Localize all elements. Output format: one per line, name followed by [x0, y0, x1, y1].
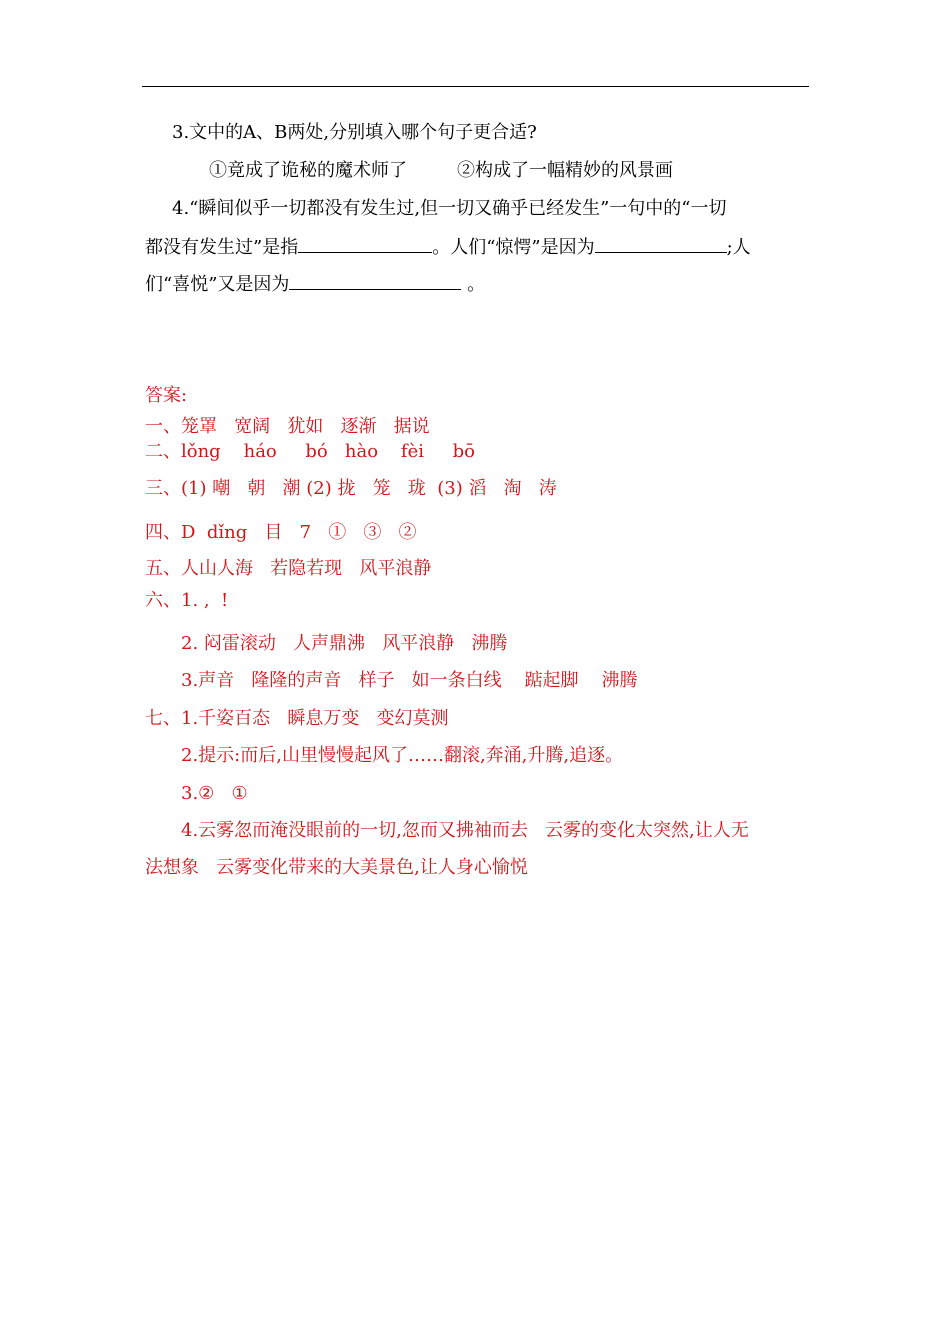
answer-line-9: 七、1.千姿百态 瞬息万变 变幻莫测 — [145, 708, 449, 729]
answer-line-4: 四、D dǐng 目 7 ① ③ ② — [145, 522, 417, 543]
question-4-text-c: ;人 — [726, 237, 751, 258]
answers-title: 答案: — [145, 385, 188, 406]
question-4-text-b: 。人们“惊愕”是因为 — [432, 237, 595, 258]
answer-line-12: 4.云雾忽而淹没眼前的一切,忽而又拂袖而去 云雾的变化太突然,让人无 — [181, 820, 749, 841]
answer-line-8: 3.声音 隆隆的声音 样子 如一条白线 踮起脚 沸腾 — [181, 670, 638, 691]
question-4-text-a: 都没有发生过”是指 — [145, 237, 299, 258]
question-4-text-e: 。 — [461, 274, 486, 295]
question-4-line-3 — [145, 273, 485, 296]
question-3: 3.文中的A、B两处,分别填入哪个句子更合适? — [172, 122, 537, 143]
answer-line-2: 二、lǒng háo bó hào fèi bō — [145, 441, 475, 462]
question-4-line-1: 4.“瞬间似乎一切都没有发生过,但一切又确乎已经发生”一句中的“一切 — [172, 198, 727, 219]
answer-blank-2[interactable] — [595, 236, 727, 253]
answer-line-3: 三、(1) 嘲 朝 潮 (2) 拢 笼 珑 (3) 滔 淘 涛 — [145, 478, 557, 499]
header-rule — [142, 86, 809, 87]
answer-line-7: 2. 闷雷滚动 人声鼎沸 风平浪静 沸腾 — [181, 633, 508, 654]
answer-line-11: 3.② ① — [181, 783, 248, 804]
answer-blank-3[interactable] — [289, 273, 461, 290]
question-3-option-2: ②构成了一幅精妙的风景画 — [457, 160, 673, 181]
answer-line-13: 法想象 云雾变化带来的大美景色,让人身心愉悦 — [145, 857, 528, 878]
question-4-text-d: 们“喜悦”又是因为 — [145, 274, 290, 295]
question-4-line-2 — [145, 236, 751, 259]
question-3-option-1: ①竟成了诡秘的魔术师了 — [209, 160, 407, 181]
answer-line-1: 一、笼罩 宽阔 犹如 逐渐 据说 — [145, 416, 430, 437]
answer-line-10: 2.提示:而后,山里慢慢起风了……翻滚,奔涌,升腾,追逐。 — [181, 745, 624, 766]
answer-line-5: 五、人山人海 若隐若现 风平浪静 — [145, 558, 432, 579]
answer-blank-1[interactable] — [298, 236, 432, 253]
answer-line-6: 六、1. , ! — [145, 590, 229, 611]
